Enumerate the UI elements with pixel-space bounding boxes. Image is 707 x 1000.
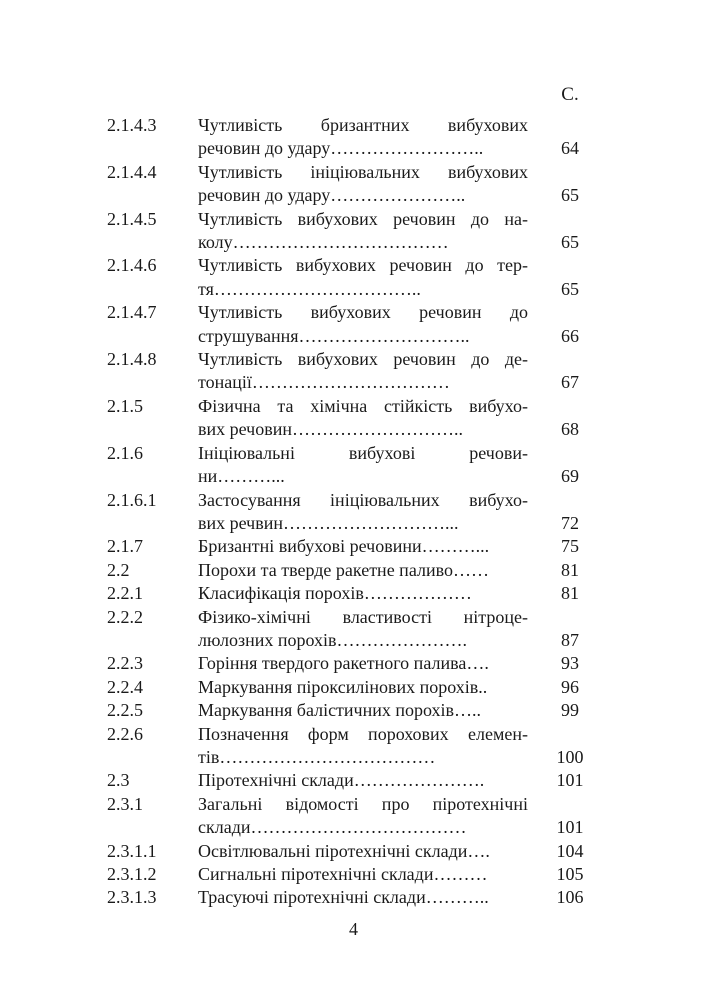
toc-entry-page: 81	[561, 583, 579, 604]
toc-entry-number: 2.2.1	[107, 583, 143, 604]
toc-entry	[0, 676, 707, 699]
toc-entry-number: 2.1.4.5	[107, 208, 157, 229]
toc-entry-title	[198, 652, 528, 675]
toc-entry-page: 65	[561, 278, 579, 299]
toc-entry-title-line: Чутливість вибухових речовин до де-	[198, 349, 528, 370]
toc-entry-title	[198, 699, 528, 722]
toc-entry-title	[198, 582, 528, 605]
toc-entry-page: 72	[561, 512, 579, 533]
toc-entry-number: 2.1.7	[107, 536, 143, 557]
toc-entry	[0, 114, 707, 161]
toc-entry	[0, 769, 707, 792]
toc-entry	[0, 582, 707, 605]
page-number: 4	[349, 919, 358, 939]
toc-entry-page: 67	[561, 372, 579, 393]
toc-entry-number: 2.1.4.7	[107, 302, 157, 323]
toc-entry-page: 93	[561, 653, 579, 674]
toc-entry	[0, 699, 707, 722]
toc-entry-title-line: Маркування балістичних порохів…..	[198, 700, 482, 721]
table-of-contents	[0, 114, 707, 910]
toc-entry-title-line: вих речвин………………………...	[198, 512, 459, 533]
toc-entry-title-line: люлозних порохів………………….	[198, 629, 468, 650]
toc-entry	[0, 840, 707, 863]
toc-entry-number: 2.1.5	[107, 395, 143, 416]
toc-entry-page: 104	[556, 840, 584, 861]
toc-entry	[0, 161, 707, 208]
toc-entry-title	[198, 559, 528, 582]
toc-entry-number: 2.1.4.6	[107, 255, 157, 276]
toc-entry-title-line: Чутливість вибухових речовин до на-	[198, 208, 528, 229]
toc-entry-page: 81	[561, 559, 579, 580]
toc-entry-page: 106	[556, 887, 584, 908]
toc-entry	[0, 489, 707, 536]
toc-entry-title-line: тів………………………………	[198, 746, 436, 767]
toc-entry-title	[198, 535, 528, 558]
toc-entry-title	[198, 161, 528, 208]
toc-entry-title-line: тя……………………………..	[198, 278, 421, 299]
toc-entry	[0, 442, 707, 489]
toc-entry-title-line: Маркування піроксилінових порохів..	[198, 676, 488, 697]
toc-entry-page: 75	[561, 536, 579, 557]
toc-entry-title	[198, 723, 528, 770]
toc-entry-page: 100	[556, 746, 584, 767]
toc-entry-title-line: Позначення форм порохових елемен-	[198, 723, 528, 744]
toc-entry-title-line: вих речовин………………………..	[198, 419, 463, 440]
toc-entry-title	[198, 606, 528, 653]
toc-entry-number: 2.1.4.8	[107, 349, 157, 370]
toc-entry-title-line: Бризантні вибухові речовини………...	[198, 536, 490, 557]
toc-entry	[0, 723, 707, 770]
toc-entry-page: 65	[561, 232, 579, 253]
toc-entry	[0, 348, 707, 395]
toc-entry-title	[198, 676, 528, 699]
toc-entry-title-line: Чутливість ініціювальних вибухових	[198, 161, 528, 182]
toc-entry-title-line: ни………...	[198, 466, 285, 487]
toc-entry-title	[198, 886, 528, 909]
toc-entry-title-line: Сигнальні піротехнічні склади………	[198, 864, 488, 884]
toc-entry-page: 87	[561, 629, 579, 650]
toc-entry-title-line: склади………………………………	[198, 817, 467, 838]
toc-entry-title-line: Застосування ініціювальних вибухо-	[198, 489, 528, 510]
toc-entry-title-line: Класифікація порохів………………	[198, 583, 472, 604]
toc-entry-page: 96	[561, 676, 579, 697]
toc-entry-number: 2.2.5	[107, 700, 143, 721]
toc-entry-title-line: струшування………………………..	[198, 325, 470, 346]
toc-entry-title	[198, 395, 528, 442]
toc-entry-title	[198, 840, 528, 863]
toc-entry-title-line: речовин до удару…………………..	[198, 185, 466, 206]
toc-entry	[0, 886, 707, 909]
toc-entry-number: 2.2.2	[107, 606, 143, 627]
toc-entry	[0, 606, 707, 653]
toc-entry-number: 2.1.6	[107, 442, 143, 463]
toc-entry-title-line: Чутливість вибухових речовин до тер-	[198, 255, 528, 276]
toc-entry-title-line: Горіння твердого ракетного палива….	[198, 653, 489, 674]
toc-entry-title-line: Порохи та тверде ракетне паливо……	[198, 559, 489, 580]
toc-entry-page: 64	[561, 138, 579, 159]
toc-entry	[0, 208, 707, 255]
toc-entry-title-line: Освітлювальні піротехнічні склади….	[198, 840, 490, 861]
toc-entry-number: 2.1.6.1	[107, 489, 157, 510]
toc-entry-number: 2.1.4.3	[107, 115, 157, 135]
toc-entry	[0, 301, 707, 348]
toc-entry-page: 101	[556, 817, 584, 838]
toc-entry-page: 66	[561, 325, 579, 346]
toc-entry-number: 2.2.3	[107, 653, 143, 674]
toc-entry-number: 2.2	[107, 559, 130, 580]
toc-entry-number: 2.2.6	[107, 723, 143, 744]
toc-entry-title	[198, 442, 528, 489]
toc-entry-title	[198, 254, 528, 301]
toc-entry-title	[198, 489, 528, 536]
toc-entry	[0, 652, 707, 675]
toc-entry-page: 69	[561, 466, 579, 487]
toc-entry-number: 2.3.1.2	[107, 864, 157, 884]
toc-entry-number: 2.3.1	[107, 793, 143, 814]
toc-entry	[0, 559, 707, 582]
toc-entry-page: 65	[561, 185, 579, 206]
toc-entry-page: 105	[556, 864, 584, 884]
toc-entry-title	[198, 769, 528, 792]
toc-entry-title	[198, 348, 528, 395]
toc-entry-title-line: Фізико-хімічні властивості нітроце-	[198, 606, 528, 627]
toc-entry-number: 2.3	[107, 770, 130, 791]
toc-entry-title-line: Трасуючі піротехнічні склади………..	[198, 887, 489, 908]
toc-entry-number: 2.1.4.4	[107, 161, 157, 182]
toc-entry-title-line: тонації……………………………	[198, 372, 450, 393]
toc-entry-title	[198, 301, 528, 348]
toc-entry-number: 2.2.4	[107, 676, 143, 697]
toc-entry-number: 2.3.1.1	[107, 840, 157, 861]
toc-entry-title-line: Чутливість вибухових речовин до	[198, 302, 528, 323]
toc-entry-title-line: Загальні відомості про піротехнічні	[198, 793, 528, 814]
toc-entry	[0, 535, 707, 558]
toc-entry-page: 99	[561, 700, 579, 721]
toc-entry-title	[198, 793, 528, 840]
toc-entry-page: 68	[561, 419, 579, 440]
toc-entry-title	[198, 114, 528, 161]
toc-entry-title	[198, 208, 528, 255]
toc-entry	[0, 395, 707, 442]
page-column-label: С.	[561, 84, 579, 105]
toc-entry	[0, 793, 707, 840]
toc-entry-page: 101	[556, 770, 584, 791]
toc-entry-number: 2.3.1.3	[107, 887, 157, 908]
toc-entry-title-line: Піротехнічні склади………………….	[198, 770, 485, 791]
toc-entry-title-line: Чутливість бризантних вибухових	[198, 115, 528, 135]
toc-entry	[0, 254, 707, 301]
toc-entry-title-line: Ініціювальні вибухові речови-	[198, 442, 528, 463]
toc-entry-title	[198, 863, 528, 886]
toc-entry-title-line: Фізична та хімічна стійкість вибухо-	[198, 395, 528, 416]
toc-entry-title-line: речовин до удару……………………..	[198, 138, 484, 159]
toc-entry-title-line: колу………………………………	[198, 232, 449, 253]
toc-entry	[0, 863, 707, 886]
